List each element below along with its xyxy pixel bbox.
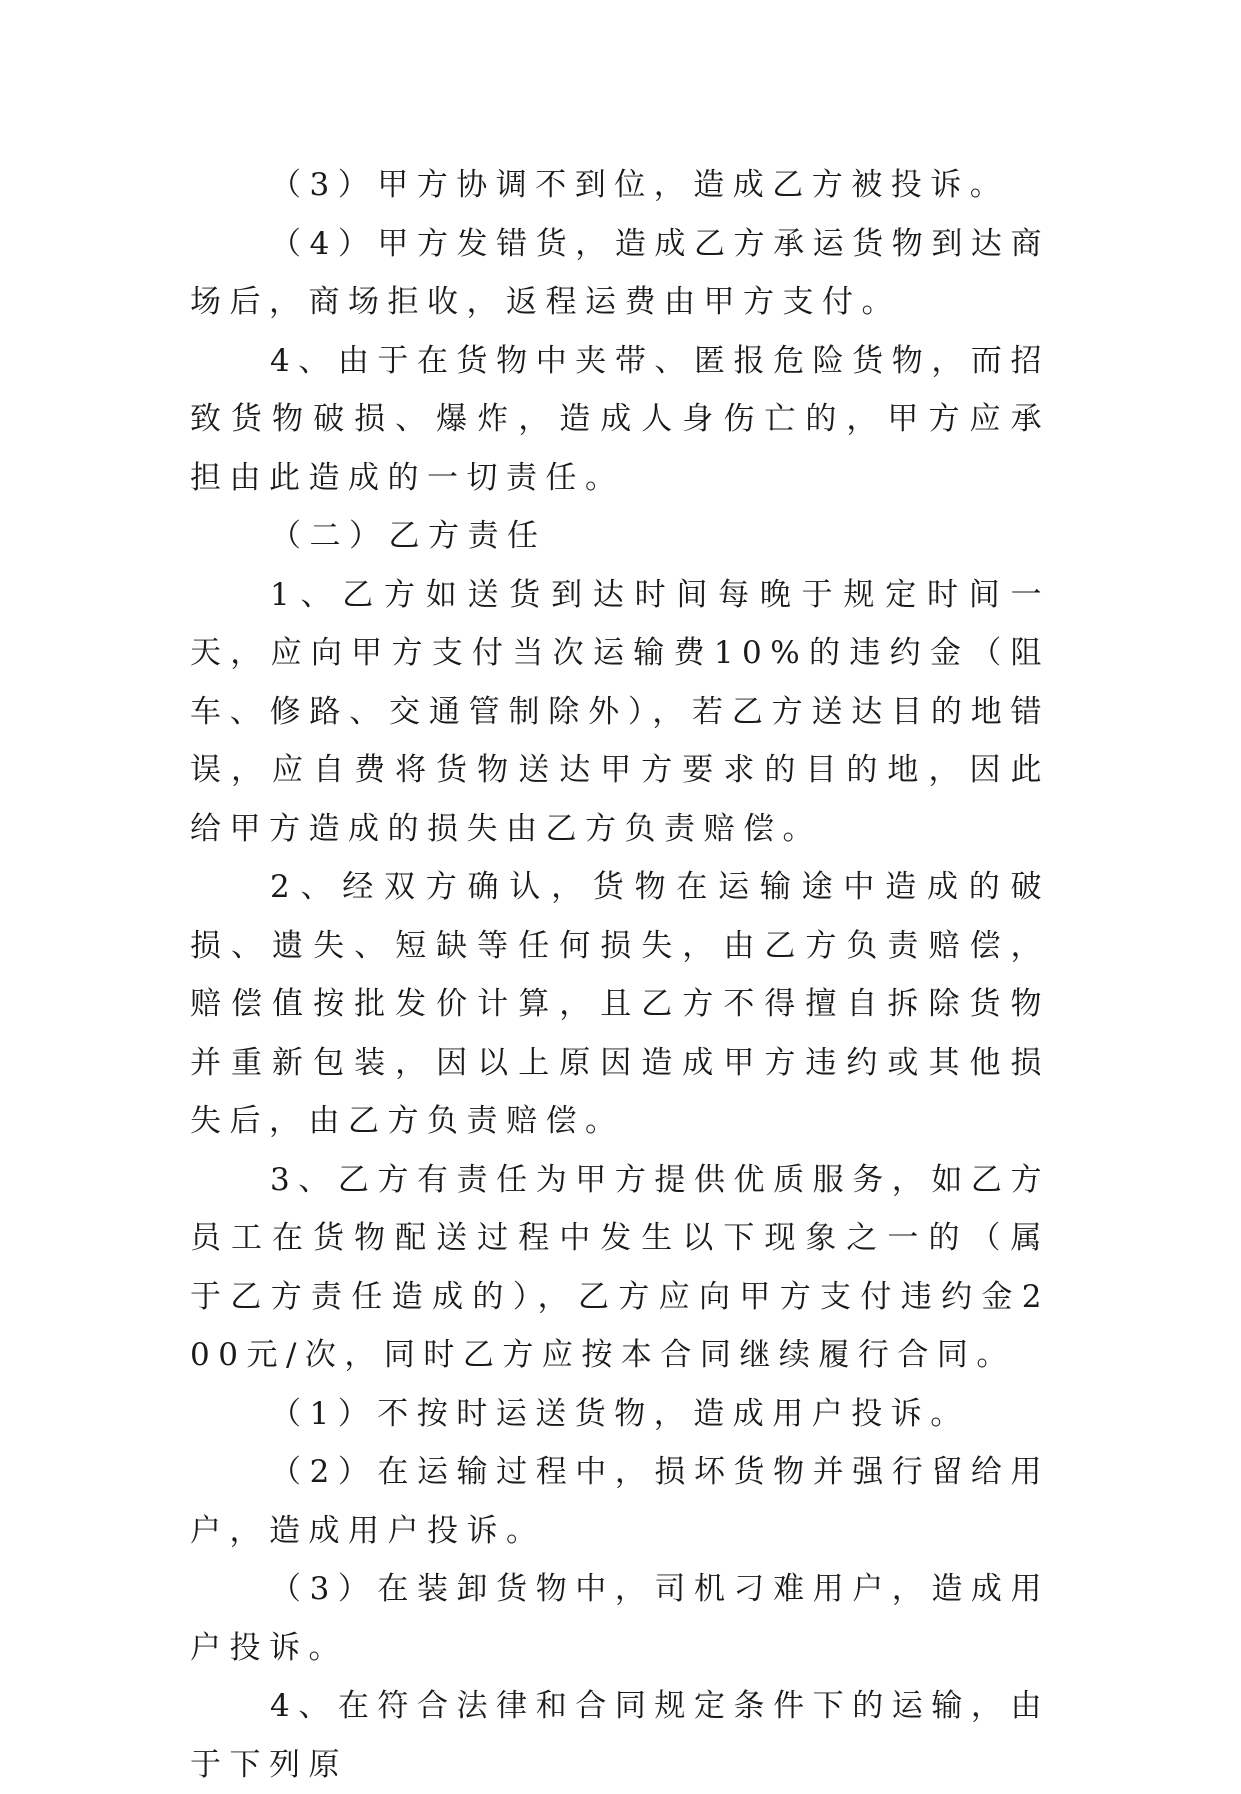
paragraph-damaged-goods: （2）在运输过程中，损坏货物并强行留给用户，造成用户投诉。 [190,1454,1050,1549]
paragraph-driver-conduct: （3）在装卸货物中，司机刁难用户，造成用户投诉。 [190,1571,1050,1666]
paragraph-damage-compensation: 2、经双方确认，货物在运输途中造成的破损、遗失、短缺等任何损失，由乙方负责赔偿，赔偿值按批发价计算，且乙方不得擅自拆除货物并重新包装，因以上原因造成甲方违约或其他损失后，由乙方负责赔偿。 [190,869,1050,1139]
paragraph-delivery-delay: 1、乙方如送货到达时间每晚于规定时间一天，应向甲方支付当次运输费10%的违约金（阻车、修路、交通管制除外），若乙方送达目的地错误，应自费将货物送达甲方要求的目的地，因此给甲方造成的损失由乙方负责赔偿。 [190,576,1050,847]
document-body [190,156,1050,1794]
paragraph-party-a-coordination: （3）甲方协调不到位，造成乙方被投诉。 [270,167,1010,203]
paragraph-legal-transport: 4、在符合法律和合同规定条件下的运输，由于下列原 [190,1688,1050,1783]
paragraph-dangerous-goods: 4、由于在货物中夹带、匿报危险货物，而招致货物破损、爆炸，造成人身伤亡的，甲方应承担由此造成的一切责任。 [190,342,1050,496]
paragraph-late-delivery: （1）不按时运送货物，造成用户投诉。 [270,1395,970,1432]
paragraph-party-a-wrong-goods: （4）甲方发错货，造成乙方承运货物到达商场后，商场拒收，返程运费由甲方支付。 [190,225,1050,320]
paragraph-service-quality: 3、乙方有责任为甲方提供优质服务，如乙方员工在货物配送过程中发生以下现象之一的（属于乙方责任造成的），乙方应向甲方支付违约金200元/次，同时乙方应按本合同继续履行合同。 [190,1161,1050,1373]
section-heading-party-b: （二）乙方责任 [270,518,547,554]
